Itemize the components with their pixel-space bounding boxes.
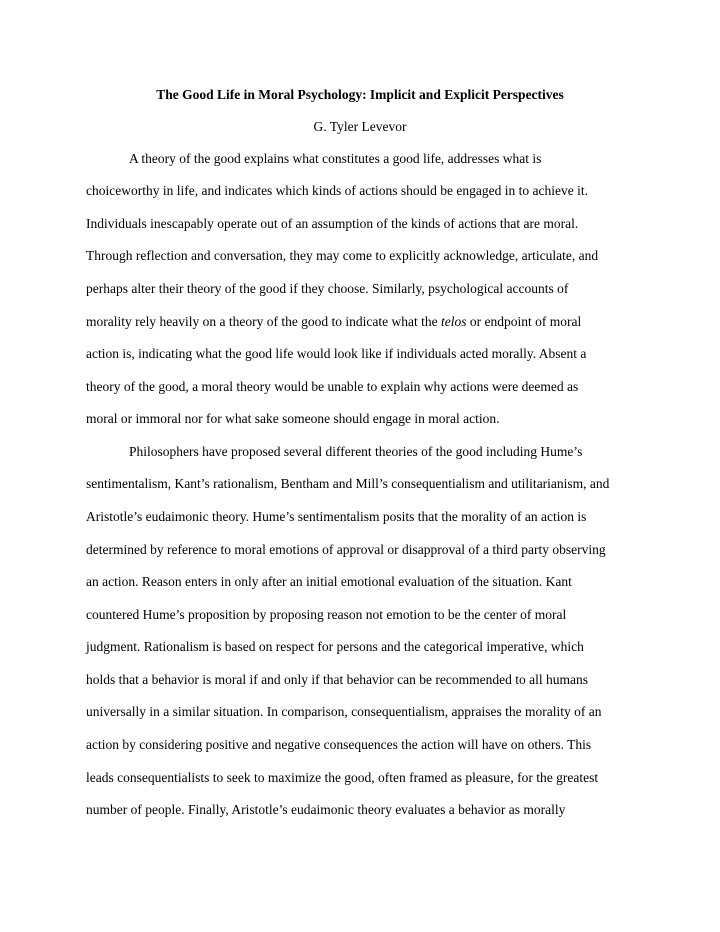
paragraph-2-line-8: holds that a behavior is moral if and only if that behavior can be recommended to all humans	[86, 672, 588, 687]
document-author: G. Tyler Levevor	[313, 119, 407, 134]
paragraph-1-line-9: moral or immoral nor for what sake someone should engage in moral action.	[86, 411, 500, 426]
paragraph-1-line-8: theory of the good, a moral theory would be unable to explain why actions were deemed as	[86, 379, 579, 394]
paragraph-1-line-1: A theory of the good explains what constitutes a good life, addresses what is	[129, 151, 542, 166]
paragraph-1-line-4: Through reflection and conversation, they may come to explicitly acknowledge, articulate, and	[86, 248, 599, 263]
paragraph-2-line-5: an action. Reason enters in only after an initial emotional evaluation of the situation. Kant	[86, 574, 572, 589]
paragraph-1-line-6-text-after: or endpoint of moral	[466, 314, 582, 329]
paragraph-1-line-6	[86, 313, 581, 331]
paragraph-2-line-10: action by considering positive and negative consequences the action will have on others. This	[86, 737, 592, 752]
paragraph-2-line-6: countered Hume’s proposition by proposing reason not emotion to be the center of moral	[86, 607, 567, 622]
paragraph-2-line-2: sentimentalism, Kant’s rationalism, Bentham and Mill’s consequentialism and utilitarianism, and	[86, 476, 610, 491]
paragraph-1-line-3: Individuals inescapably operate out of an assumption of the kinds of actions that are moral.	[86, 216, 579, 231]
paragraph-1-line-2: choiceworthy in life, and indicates which kinds of actions should be engaged in to achieve it.	[86, 183, 588, 198]
telos-italic-term: telos	[441, 314, 467, 329]
paragraph-1-line-5: perhaps alter their theory of the good if they choose. Similarly, psychological accounts of	[86, 281, 569, 296]
paragraph-2-line-12: number of people. Finally, Aristotle’s eudaimonic theory evaluates a behavior as morally	[86, 802, 566, 817]
paragraph-2-line-7: judgment. Rationalism is based on respect for persons and the categorical imperative, which	[86, 639, 584, 654]
paragraph-2-line-1: Philosophers have proposed several different theories of the good including Hume’s	[129, 444, 583, 459]
paragraph-1-line-7: action is, indicating what the good life would look like if individuals acted morally. Absent a	[86, 346, 587, 361]
paragraph-2-line-11: leads consequentialists to seek to maximize the good, often framed as pleasure, for the greatest	[86, 770, 599, 785]
paragraph-2-line-3: Aristotle’s eudaimonic theory. Hume’s sentimentalism posits that the morality of an action is	[86, 509, 587, 524]
paragraph-2-line-9: universally in a similar situation. In comparison, consequentialism, appraises the morality of an	[86, 704, 602, 719]
paragraph-2-line-4: determined by reference to moral emotions of approval or disapproval of a third party observing	[86, 542, 606, 557]
document-title: The Good Life in Moral Psychology: Implicit and Explicit Perspectives	[156, 87, 564, 102]
paragraph-1-line-6-text-before: morality rely heavily on a theory of the good to indicate what the	[86, 314, 442, 329]
